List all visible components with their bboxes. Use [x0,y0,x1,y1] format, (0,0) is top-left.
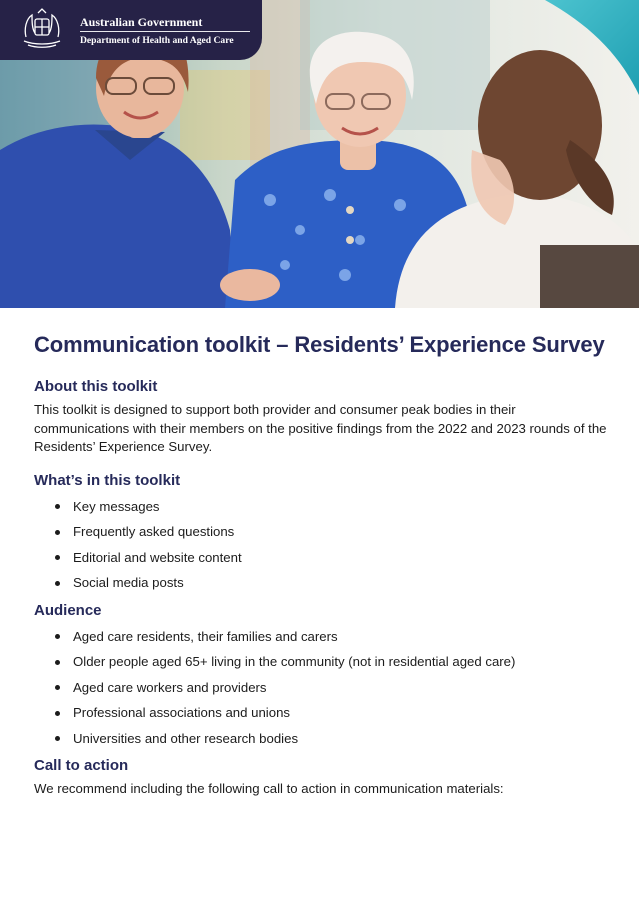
government-banner [0,0,262,60]
list-item-text: Universities and other research bodies [73,730,299,746]
list-item-text: Frequently asked questions [73,524,235,539]
list-item [34,549,614,575]
document-body [34,332,614,799]
hero-photo [0,0,639,308]
list-item-text: Social media posts [73,575,184,590]
list-item-text: Professional associations and unions [73,705,290,720]
about-paragraph: This toolkit is designed to support both provider and consumer peak bodies in their communications with their members on the positive findings from the 2022 and 2023 rounds of the Residents’ Experience Survey. [34,402,607,454]
bullet-icon [55,504,60,509]
section-heading-about: About this toolkit [34,378,158,395]
banner-divider [80,31,250,32]
audience-list [34,628,614,756]
section-heading-contents: What’s in this toolkit [34,471,181,489]
bullet-icon [55,581,60,586]
list-item [34,679,614,705]
bullet-icon [55,685,60,690]
page-title: Communication toolkit – Residents’ Experience Survey [34,332,605,357]
contents-list [34,498,614,600]
list-item [34,498,614,524]
bullet-icon [55,634,60,639]
list-item [34,653,614,679]
list-item [34,730,614,756]
section-heading-call-to-action: Call to action [34,757,129,774]
call-to-action-paragraph: We recommend including the following call to action in communication materials: [34,781,504,796]
list-item [34,523,614,549]
list-item [34,704,614,730]
list-item-text: Editorial and website content [73,549,242,565]
coat-of-arms-icon [20,7,64,49]
list-item-text: Aged care workers and providers [73,679,267,695]
list-item [34,574,614,600]
bullet-icon [55,736,60,741]
bullet-icon [55,711,60,716]
list-item-text: Older people aged 65+ living in the community (not in residential aged care) [73,654,516,669]
government-name: Australian Government [80,15,203,29]
list-item-text: Aged care residents, their families and carers [73,628,338,644]
bullet-icon [55,660,60,665]
bullet-icon [55,555,60,560]
list-item [34,628,614,654]
department-name: Department of Health and Aged Care [80,35,234,46]
bullet-icon [55,530,60,535]
section-heading-audience: Audience [34,601,102,619]
list-item-text: Key messages [73,498,160,514]
